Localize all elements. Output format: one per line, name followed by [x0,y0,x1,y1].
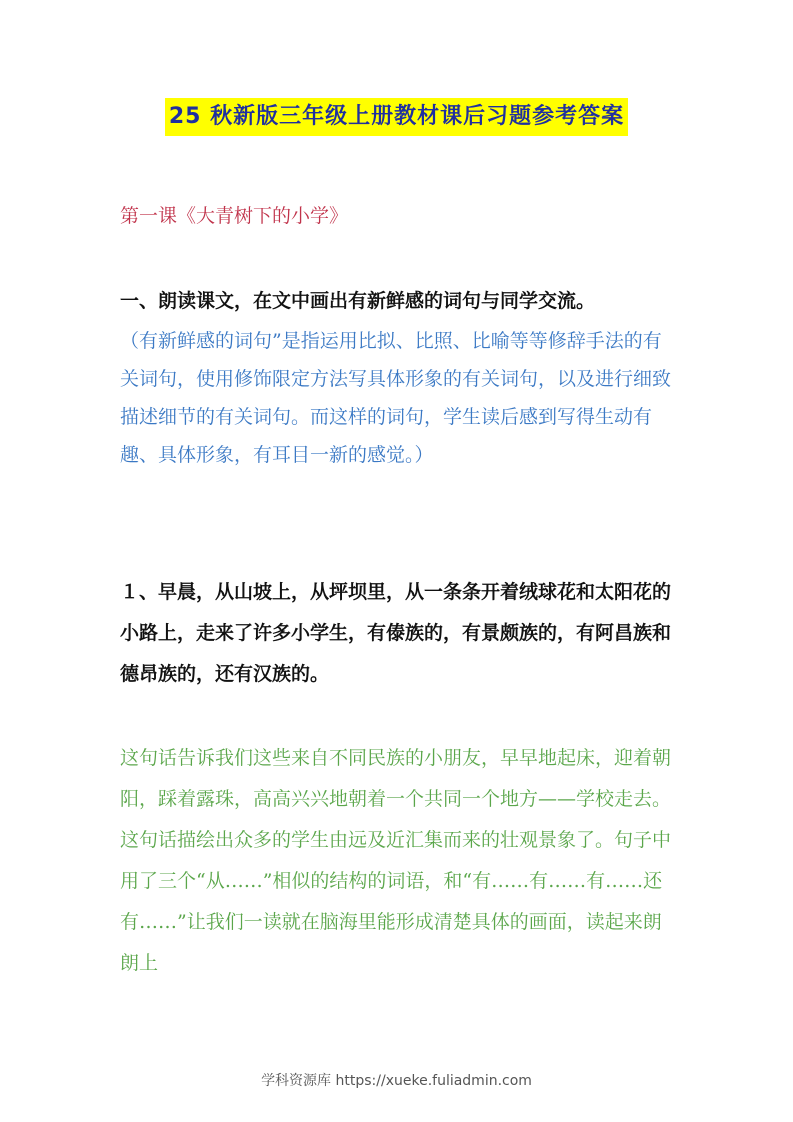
question-2: １、早晨，从山坡上，从坪坝里，从一条条开着绒球花和太阳花的小路上，走来了许多小学生，有傣族的，有景颇族的，有阿昌族和德昂族的，还有汉族的。 [120,581,672,685]
question-1: 一、朗读课文，在文中画出有新鲜感的词句与同学交流。 [120,290,596,312]
answer-2: 这句话告诉我们这些来自不同民族的小朋友，早早地起床，迎着朝阳，踩着露珠，高高兴兴地朝着一个共同一个地方——学校走去。这句话描绘出众多的学生由远及近汇集而来的壮观景象了。句子中用了三个“从……”相似的结构的词语，和“有……有……有……还有……”让我们一读就在脑海里能形成清楚具体的画面，读起来朗朗上 [120,747,672,974]
document-title: 25 秋新版三年级上册教材课后习题参考答案 [165,98,628,136]
footer-source: 学科资源库 https://xueke.fuliadmin.com [261,1073,532,1089]
lesson-heading: 第一课《大青树下的小学》 [120,205,349,227]
answer-1: （有新鲜感的词句”是指运用比拟、比照、比喻等等修辞手法的有关词句，使用修饰限定方法写具体形象的有关词句，以及进行细致描述细节的有关词句。而这样的词句，学生读后感到写得生动有趣、具体形象，有耳目一新的感觉。） [120,330,672,466]
title-container [0,98,793,136]
